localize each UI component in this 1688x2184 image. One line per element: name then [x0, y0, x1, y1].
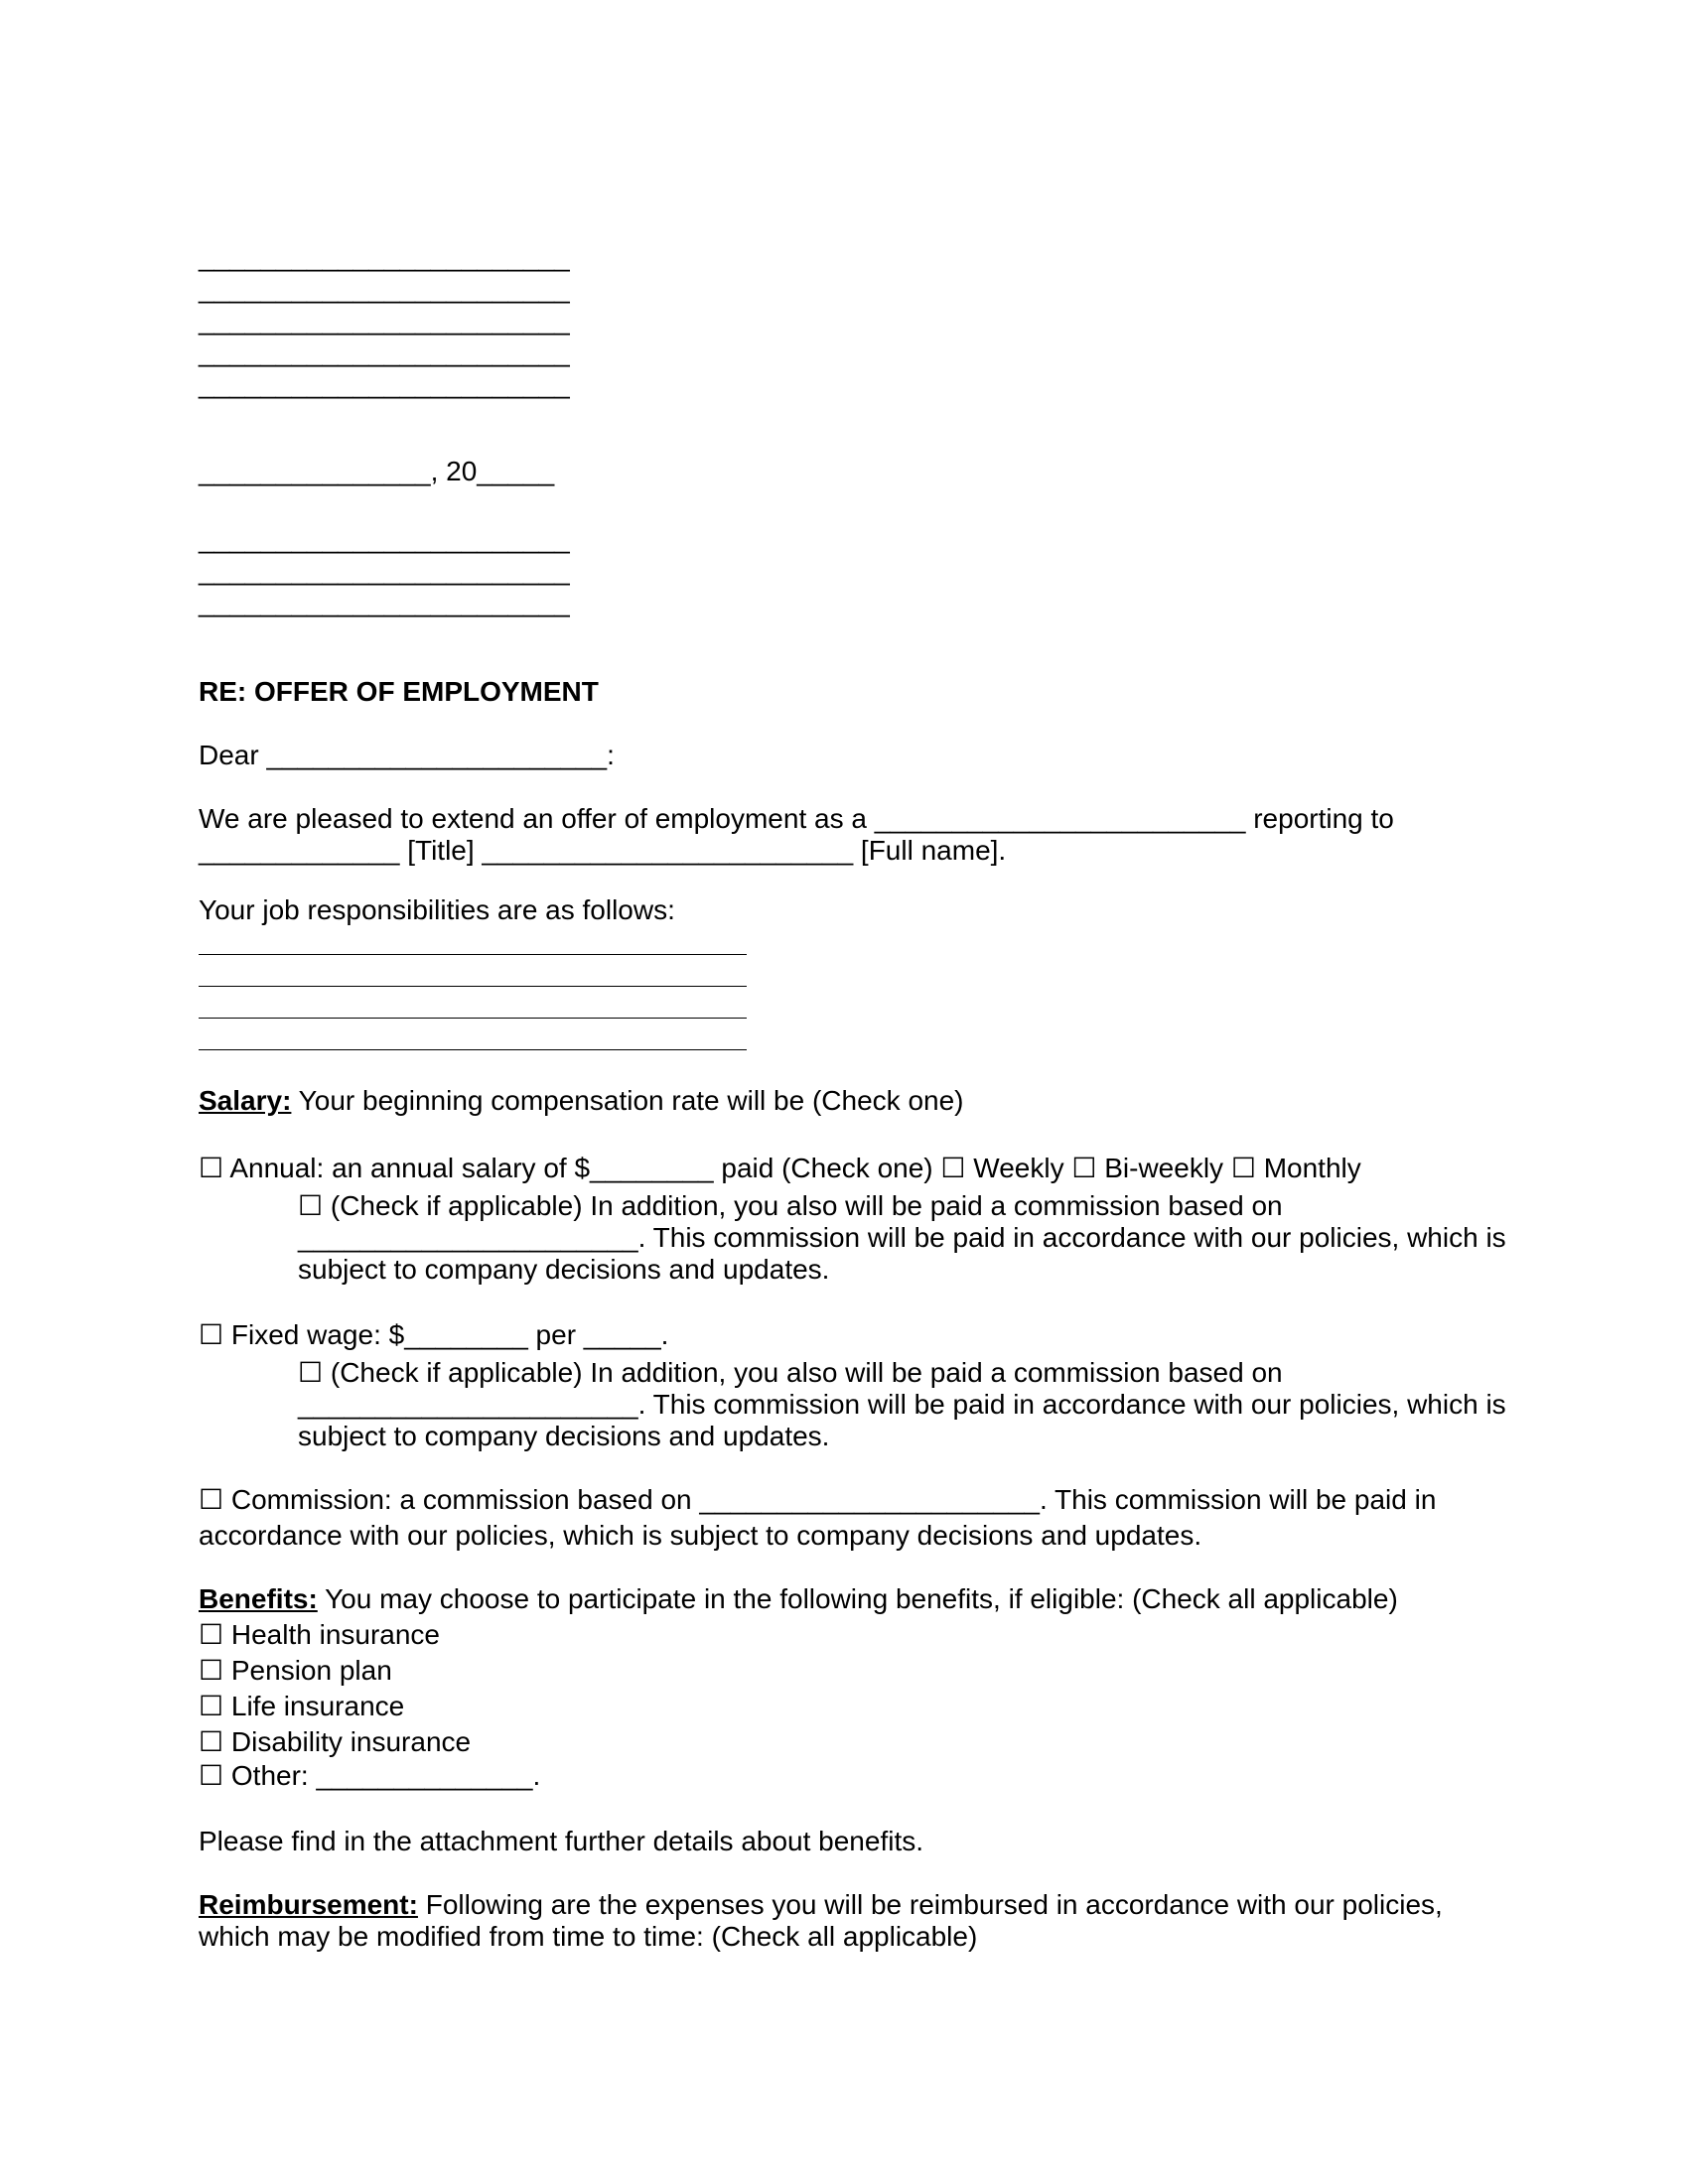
- address-line-5[interactable]: ________________________: [199, 368, 570, 399]
- responsibility-line-1[interactable]: [199, 954, 747, 955]
- salary-heading: [199, 1084, 964, 1118]
- address-line-1[interactable]: ________________________: [199, 241, 570, 272]
- salary-annual-option[interactable]: ☐ Annual: an annual salary of $________ paid (Check one) ☐ Weekly ☐ Bi-weekly ☐ Monthly: [199, 1153, 1361, 1183]
- responsibility-line-2[interactable]: [199, 986, 747, 987]
- offer-line-2: _____________ [Title] ________________________ [Full name].: [199, 835, 1007, 866]
- salutation-suffix: :: [607, 740, 615, 770]
- annual-commission-checkbox[interactable]: ☐ (Check if applicable) In addition, you also will be paid a commission based on: [298, 1190, 1283, 1221]
- date-line[interactable]: _______________, 20_____: [199, 456, 555, 486]
- recipient-line-2[interactable]: ________________________: [199, 555, 570, 586]
- fixed-commission-line-2: ______________________. This commission will be paid in accordance with our policies, which is: [298, 1389, 1506, 1420]
- salutation-name-blank[interactable]: ______________________: [266, 740, 608, 770]
- benefit-health-insurance[interactable]: ☐ Health insurance: [199, 1619, 441, 1650]
- salary-text: Your beginning compensation rate will be (Check one): [291, 1085, 964, 1116]
- responsibility-line-3[interactable]: [199, 1018, 747, 1019]
- benefits-text: You may choose to participate in the following benefits, if eligible: (Check all applicable): [317, 1583, 1398, 1614]
- salutation-prefix: Dear: [199, 740, 267, 770]
- responsibility-line-4[interactable]: [199, 1049, 747, 1050]
- salary-fixed-option[interactable]: ☐ Fixed wage: $________ per _____.: [199, 1319, 669, 1350]
- benefit-other[interactable]: ☐ Other: ______________.: [199, 1760, 541, 1791]
- salary-commission-option[interactable]: ☐ Commission: a commission based on ______________________. This commission will be paid in: [199, 1484, 1437, 1515]
- reimbursement-text-2: which may be modified from time to time: (Check all applicable): [199, 1921, 978, 1952]
- benefit-disability-insurance[interactable]: ☐ Disability insurance: [199, 1726, 472, 1757]
- benefit-pension-plan[interactable]: ☐ Pension plan: [199, 1655, 392, 1686]
- annual-commission-line-3: subject to company decisions and updates.: [298, 1254, 830, 1285]
- reimbursement-text-1: Following are the expenses you will be reimbursed in accordance with our policies,: [417, 1889, 1443, 1920]
- recipient-line-1[interactable]: ________________________: [199, 523, 570, 554]
- fixed-commission-checkbox[interactable]: ☐ (Check if applicable) In addition, you also will be paid a commission based on: [298, 1357, 1283, 1388]
- annual-commission-line-2: ______________________. This commission will be paid in accordance with our policies, which is: [298, 1222, 1506, 1253]
- offer-line-1: We are pleased to extend an offer of employment as a ________________________ reporting to: [199, 803, 1394, 834]
- address-line-2[interactable]: ________________________: [199, 273, 570, 304]
- salary-label: Salary:: [199, 1085, 292, 1116]
- benefit-life-insurance[interactable]: ☐ Life insurance: [199, 1691, 405, 1721]
- responsibilities-intro: Your job responsibilities are as follows:: [199, 894, 675, 925]
- benefits-label: Benefits:: [199, 1583, 318, 1614]
- reimbursement-heading: [199, 1888, 1443, 1922]
- fixed-commission-line-3: subject to company decisions and updates.: [298, 1421, 830, 1451]
- reimbursement-label: Reimbursement:: [199, 1889, 418, 1920]
- benefits-attachment-note: Please find in the attachment further details about benefits.: [199, 1826, 924, 1856]
- re-heading: RE: OFFER OF EMPLOYMENT: [199, 676, 599, 707]
- recipient-line-3[interactable]: ________________________: [199, 587, 570, 617]
- address-line-4[interactable]: ________________________: [199, 337, 570, 367]
- address-line-3[interactable]: ________________________: [199, 305, 570, 336]
- salary-commission-line-2: accordance with our policies, which is subject to company decisions and updates.: [199, 1520, 1202, 1551]
- salutation: [199, 739, 615, 772]
- benefits-heading: [199, 1582, 1398, 1616]
